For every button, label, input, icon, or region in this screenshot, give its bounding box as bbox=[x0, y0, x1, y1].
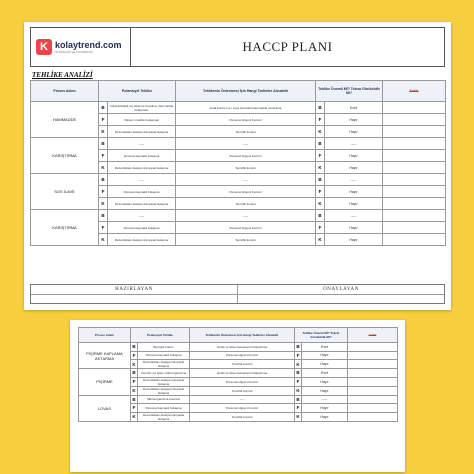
col-header-significance: Tehlike Önemli Mİ? Tekrar Görülebilir Mi? bbox=[295, 328, 348, 343]
significance-answer: Hayır bbox=[325, 222, 383, 234]
significance-type-letter: K bbox=[296, 414, 300, 419]
significance-type-letter: K bbox=[296, 361, 300, 367]
hazard-type-letter: B bbox=[132, 370, 136, 376]
potential-hazard: Mikroorganizma üremesi bbox=[138, 395, 190, 404]
section-title: TEHLİKE ANALİZİ bbox=[32, 71, 93, 79]
table-row bbox=[79, 369, 398, 378]
preventive-measure: ----- bbox=[176, 210, 316, 222]
critical-cell bbox=[383, 138, 446, 150]
hazard-type-letter: K bbox=[99, 126, 108, 138]
hazard-type-letter: B bbox=[132, 396, 136, 402]
critical-cell bbox=[348, 360, 398, 369]
significance-type-letter: B bbox=[296, 344, 300, 350]
significance-answer: Hayır bbox=[325, 186, 383, 198]
col-header-process: Proses Adımı bbox=[79, 328, 131, 343]
significance-answer: ----- bbox=[325, 174, 383, 186]
potential-hazard: Yüksek/düşük ısıl etkisi ile bozulma, hammadde bulaşması bbox=[108, 102, 176, 114]
critical-cell bbox=[383, 174, 446, 186]
significance-type-letter: K bbox=[316, 162, 325, 174]
hazard-type-letter: F bbox=[99, 186, 108, 198]
significance-answer: Evet bbox=[302, 369, 348, 378]
significance-type-letter: F bbox=[295, 404, 302, 413]
critical-cell bbox=[383, 198, 446, 210]
significance-answer: Evet bbox=[302, 343, 348, 352]
hazard-type-letter: B bbox=[99, 138, 108, 150]
significance-type-letter: K bbox=[316, 198, 325, 210]
preventive-measure: Isıtılık ve ilave hassasiyet bulaştırılma bbox=[190, 369, 295, 378]
significance-answer: Hayır bbox=[302, 404, 348, 413]
potential-hazard: Biyolojik üreme bbox=[138, 343, 190, 352]
significance-type-letter: F bbox=[295, 377, 302, 386]
haccp-plan-page-1 bbox=[24, 22, 451, 310]
critical-cell bbox=[383, 114, 446, 126]
potential-hazard: Personel kaynaklı bulaşma bbox=[108, 186, 176, 198]
preventive-measure: Personel Hijyeni Kontrol bbox=[190, 351, 295, 360]
critical-cell bbox=[348, 404, 398, 413]
critical-cell bbox=[383, 150, 446, 162]
document-header bbox=[30, 27, 445, 67]
hazard-type-letter: B bbox=[99, 210, 108, 222]
preventive-measure: Temizlik kontrol bbox=[190, 412, 295, 421]
potential-hazard: Personel kaynaklı bulaşma bbox=[138, 404, 190, 413]
potential-hazard: Personel kaynaklı bulaşma bbox=[108, 222, 176, 234]
logo-subtitle: İŞ SAĞLIĞI VE GÜVENLİĞİ bbox=[55, 49, 93, 54]
potential-hazard: ----- bbox=[108, 138, 176, 150]
col-header-process: Proses Adımı bbox=[31, 81, 99, 102]
hazard-type-letter: F bbox=[99, 150, 108, 162]
kolaytrend-logo-icon: K bbox=[36, 39, 52, 55]
hazard-type-letter: F bbox=[131, 377, 138, 386]
potential-hazard: Yetersiz ısıl işlem mikroorganizma bbox=[138, 369, 190, 378]
process-step: KARIŞTIRMA bbox=[31, 210, 99, 246]
hazard-type-letter: B bbox=[99, 102, 108, 114]
preventive-measure: Temizlik kontrol bbox=[190, 360, 295, 369]
process-step: SOS İLAVE bbox=[31, 174, 99, 210]
critical-cell bbox=[348, 343, 398, 352]
hazard-type-letter: B bbox=[99, 174, 108, 186]
critical-cell bbox=[383, 102, 446, 114]
hazard-type-letter: K bbox=[99, 162, 108, 174]
critical-cell bbox=[383, 162, 446, 174]
significance-answer: Hayır bbox=[325, 114, 383, 126]
significance-answer: Hayır bbox=[302, 351, 348, 360]
preventive-measure: Personel Hijyeni Kontrol bbox=[190, 404, 295, 413]
significance-answer: Hayır bbox=[302, 386, 348, 395]
potential-hazard: Dezenfektan deterjan kimyasal bulaşma bbox=[138, 377, 190, 386]
preventive-measure: Temizlik kontrol bbox=[190, 386, 295, 395]
significance-type-letter: B bbox=[316, 210, 325, 222]
table-row bbox=[31, 138, 446, 150]
hazard-analysis-table bbox=[30, 80, 446, 246]
significance-answer: ----- bbox=[302, 395, 348, 404]
hazard-type-letter: K bbox=[132, 414, 136, 419]
table-row bbox=[31, 210, 446, 222]
potential-hazard: ----- bbox=[108, 174, 176, 186]
table-row bbox=[79, 343, 398, 352]
preventive-measure: ----- bbox=[176, 138, 316, 150]
hazard-type-letter: F bbox=[131, 351, 138, 360]
hazard-type-letter: F bbox=[99, 114, 108, 126]
preventive-measure: Temizlik kontrol bbox=[176, 198, 316, 210]
significance-type-letter: F bbox=[316, 114, 325, 126]
signature-block bbox=[30, 284, 445, 304]
significance-answer: ----- bbox=[325, 138, 383, 150]
significance-answer: ----- bbox=[325, 210, 383, 222]
critical-cell bbox=[383, 210, 446, 222]
potential-hazard: Personel kaynaklı bulaşma bbox=[138, 351, 190, 360]
logo bbox=[31, 28, 131, 66]
critical-cell bbox=[383, 222, 446, 234]
significance-answer: Evet bbox=[325, 102, 383, 114]
critical-cell bbox=[348, 386, 398, 395]
table-row bbox=[31, 174, 446, 186]
critical-cell bbox=[383, 126, 446, 138]
preventive-measure: Personel Hijyeni Kontrol bbox=[176, 150, 316, 162]
significance-answer: Hayır bbox=[325, 234, 383, 246]
preventive-measure: Gıda Kontrol ve / veya kontrollü hammadde sındırılma bbox=[176, 102, 316, 114]
critical-cell bbox=[348, 377, 398, 386]
critical-cell bbox=[348, 412, 398, 421]
table-row bbox=[79, 395, 398, 404]
significance-type-letter: B bbox=[316, 138, 325, 150]
preventive-measure: Temizlik kontrol bbox=[176, 126, 316, 138]
haccp-plan-page-2 bbox=[70, 320, 405, 472]
significance-type-letter: K bbox=[316, 126, 325, 138]
hazard-type-letter: K bbox=[132, 388, 136, 393]
preventive-measure: Temizlik kontrol bbox=[176, 234, 316, 246]
process-step: KARIŞTIRMA bbox=[31, 138, 99, 174]
critical-cell bbox=[383, 186, 446, 198]
document-title: HACCP PLANI bbox=[242, 39, 333, 54]
potential-hazard: Yabancı madde bulaşması bbox=[108, 114, 176, 126]
significance-answer: Hayır bbox=[302, 377, 348, 386]
significance-type-letter: F bbox=[316, 150, 325, 162]
potential-hazard: Dezenfektan deterjan kimyasal bulaşma bbox=[138, 412, 190, 421]
significance-answer: Hayır bbox=[325, 162, 383, 174]
preventive-measure: Personel Hijyeni Kontrol bbox=[176, 114, 316, 126]
preventive-measure: Personel Hijyeni Kontrol bbox=[190, 377, 295, 386]
potential-hazard: ----- bbox=[108, 210, 176, 222]
hazard-type-letter: F bbox=[131, 404, 138, 413]
approved-by-label: ONAYLAYAN bbox=[323, 287, 359, 292]
col-header-measure: Tehlikenin Önlenmesi İçin Hangi Tedbirler Alınabilir bbox=[190, 328, 295, 343]
table-row bbox=[31, 102, 446, 114]
significance-answer: Hayır bbox=[325, 126, 383, 138]
hazard-analysis-table-continued bbox=[78, 327, 398, 422]
preventive-measure: Temizlik kontrol bbox=[176, 162, 316, 174]
significance-type-letter: K bbox=[296, 388, 300, 393]
col-header-measure: Tehlikenin Önlenmesi İçin Hangi Tedbirler Alınabilir bbox=[176, 81, 316, 102]
critical-cell bbox=[348, 351, 398, 360]
significance-type-letter: B bbox=[316, 174, 325, 186]
col-header-critical: Kritik bbox=[348, 328, 398, 343]
significance-type-letter: F bbox=[316, 222, 325, 234]
hazard-type-letter: B bbox=[132, 344, 136, 350]
col-header-hazard: Potansiyel Tehlike bbox=[99, 81, 176, 102]
critical-cell bbox=[348, 369, 398, 378]
potential-hazard: Dezenfektan deterjan kimyasal bulaşma bbox=[108, 234, 176, 246]
potential-hazard: Dezenfektan deterjan kimyasal bulaşma bbox=[108, 198, 176, 210]
significance-type-letter: B bbox=[296, 370, 300, 376]
significance-type-letter: F bbox=[316, 186, 325, 198]
preventive-measure: Personel Hijyeni Kontrol bbox=[176, 186, 316, 198]
potential-hazard: personel kaynaklı bulaşma bbox=[108, 150, 176, 162]
critical-cell bbox=[348, 395, 398, 404]
process-step: PİŞİRME bbox=[79, 369, 131, 396]
approved-by-signature-area bbox=[238, 295, 444, 303]
significance-type-letter: K bbox=[316, 234, 325, 246]
significance-answer: Hayır bbox=[325, 150, 383, 162]
col-header-critical: Kritik bbox=[383, 81, 446, 102]
significance-type-letter: F bbox=[295, 351, 302, 360]
preventive-measure: ----- bbox=[176, 174, 316, 186]
hazard-type-letter: F bbox=[99, 222, 108, 234]
process-step: HAMMADDE bbox=[31, 102, 99, 138]
prepared-by-label: HAZIRLAYAN bbox=[31, 285, 238, 294]
significance-answer: Hayır bbox=[302, 360, 348, 369]
process-step: PİŞİRME KAPLAMA AKTARMA bbox=[79, 343, 131, 369]
hazard-type-letter: K bbox=[99, 198, 108, 210]
significance-answer: Hayır bbox=[302, 412, 348, 421]
significance-type-letter: B bbox=[316, 102, 325, 114]
critical-cell bbox=[383, 234, 446, 246]
col-header-hazard: Potansiyel Tehlike bbox=[131, 328, 190, 343]
hazard-type-letter: K bbox=[99, 234, 108, 246]
preventive-measure: Isıtılık ve ilave hassasiyet bulaştırılma bbox=[190, 343, 295, 352]
preventive-measure: ----- bbox=[190, 395, 295, 404]
potential-hazard: Dezenfektan deterjan kimyasal bulaşma bbox=[138, 360, 190, 369]
significance-answer: Hayır bbox=[325, 198, 383, 210]
potential-hazard: Dezenfektan deterjan kimyasal bulaşma bbox=[108, 162, 176, 174]
prepared-by-signature-area bbox=[31, 295, 238, 303]
col-header-significance: Tehlike Önemli Mİ? Tekrar Görülebilir Mi? bbox=[316, 81, 383, 102]
logo-name: kolaytrend.com bbox=[55, 39, 122, 50]
process-step: LOVAS bbox=[79, 395, 131, 421]
preventive-measure: Personel Hijyeni Kontrol bbox=[176, 222, 316, 234]
potential-hazard: Dezenfektan deterjan kimyasal bulaşma bbox=[108, 126, 176, 138]
potential-hazard: Dezenfektan deterjan kimyasal bulaşma bbox=[138, 386, 190, 395]
hazard-type-letter: K bbox=[132, 361, 136, 367]
significance-type-letter: B bbox=[296, 396, 300, 402]
